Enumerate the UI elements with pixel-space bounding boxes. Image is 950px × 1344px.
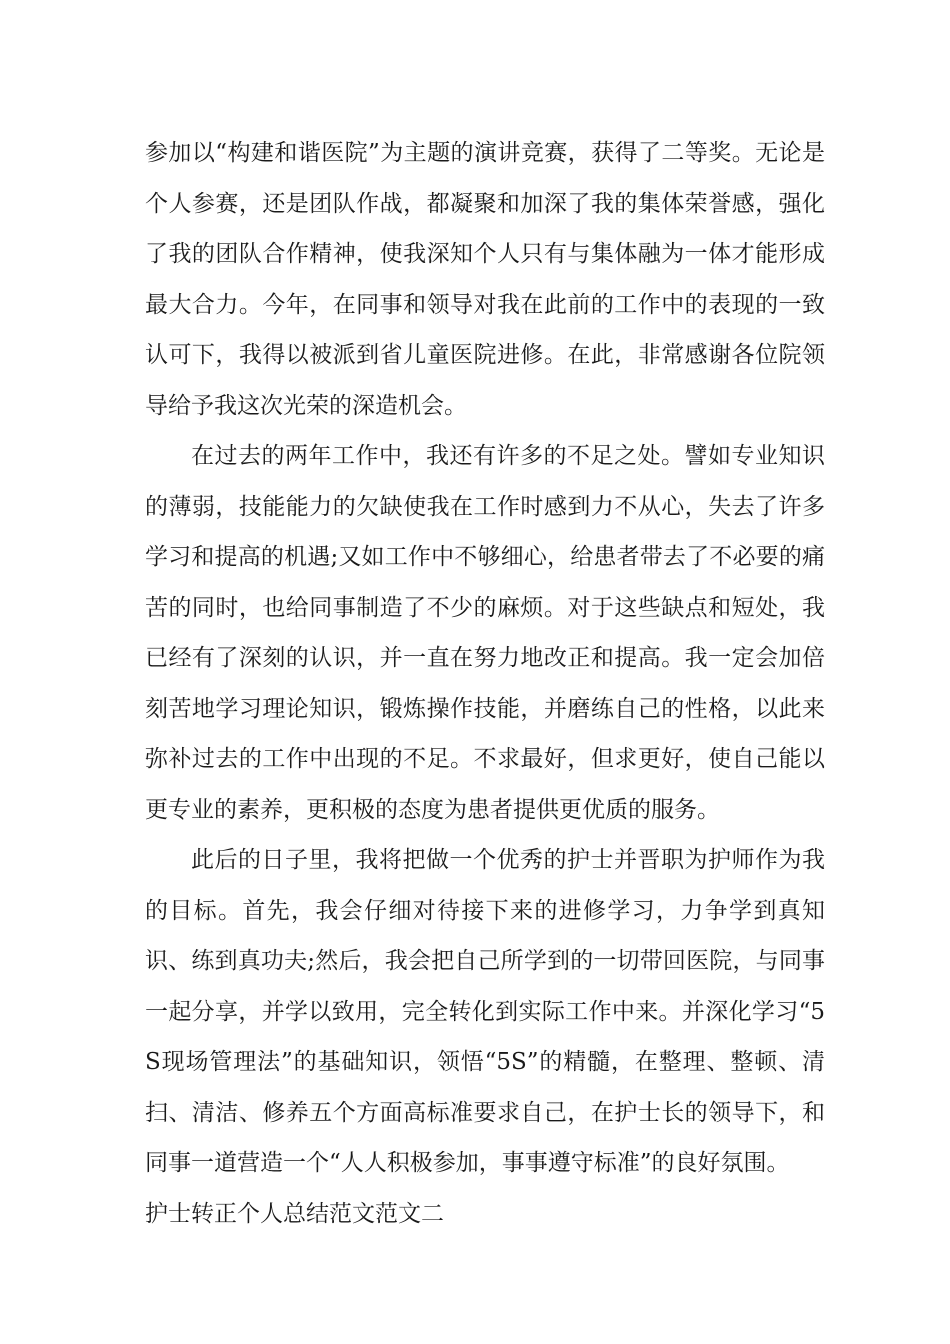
paragraph-1: 参加以“构建和谐医院”为主题的演讲竞赛，获得了二等奖。无论是个人参赛，还是团队作战，都凝聚和加深了我的集体荣誉感，强化了我的团队合作精神，使我深知个人只有与集体融为一体才能形成最大合力。今年，在同事和领导对我在此前的工作中的表现的一致认可下，我得以被派到省儿童医院进修。在此，非常感谢各位院领导给予我这次光荣的深造机会。 xyxy=(145,140,825,419)
paragraph-3: 此后的日子里，我将把做一个优秀的护士并晋职为护师作为我的目标。首先，我会仔细对待接下来的进修学习，力争学到真知识、练到真功夫;然后，我会把自己所学到的一切带回医院，与同事一起分享，并学以致用，完全转化到实际工作中来。并深化学习“5S现场管理法”的基础知识，领悟“5S”的精髓，在整理、整顿、清扫、清洁、修养五个方面高标准要求自己，在护士长的领导下，和同事一道营造一个“人人积极参加，事事遵守标准”的良好氛围。 xyxy=(145,847,825,1176)
document-body xyxy=(145,128,825,1239)
paragraph-2: 在过去的两年工作中，我还有许多的不足之处。譬如专业知识的薄弱，技能能力的欠缺使我在工作时感到力不从心，失去了许多学习和提高的机遇;又如工作中不够细心，给患者带去了不必要的痛苦的同时，也给同事制造了不少的麻烦。对于这些缺点和短处，我已经有了深刻的认识，并一直在努力地改正和提高。我一定会加倍刻苦地学习理论知识，锻炼操作技能，并磨练自己的性格，以此来弥补过去的工作中出现的不足。不求最好，但求更好，使自己能以更专业的素养，更积极的态度为患者提供更优质的服务。 xyxy=(145,443,825,823)
section-heading: 护士转正个人总结范文范文二 xyxy=(145,1200,444,1227)
